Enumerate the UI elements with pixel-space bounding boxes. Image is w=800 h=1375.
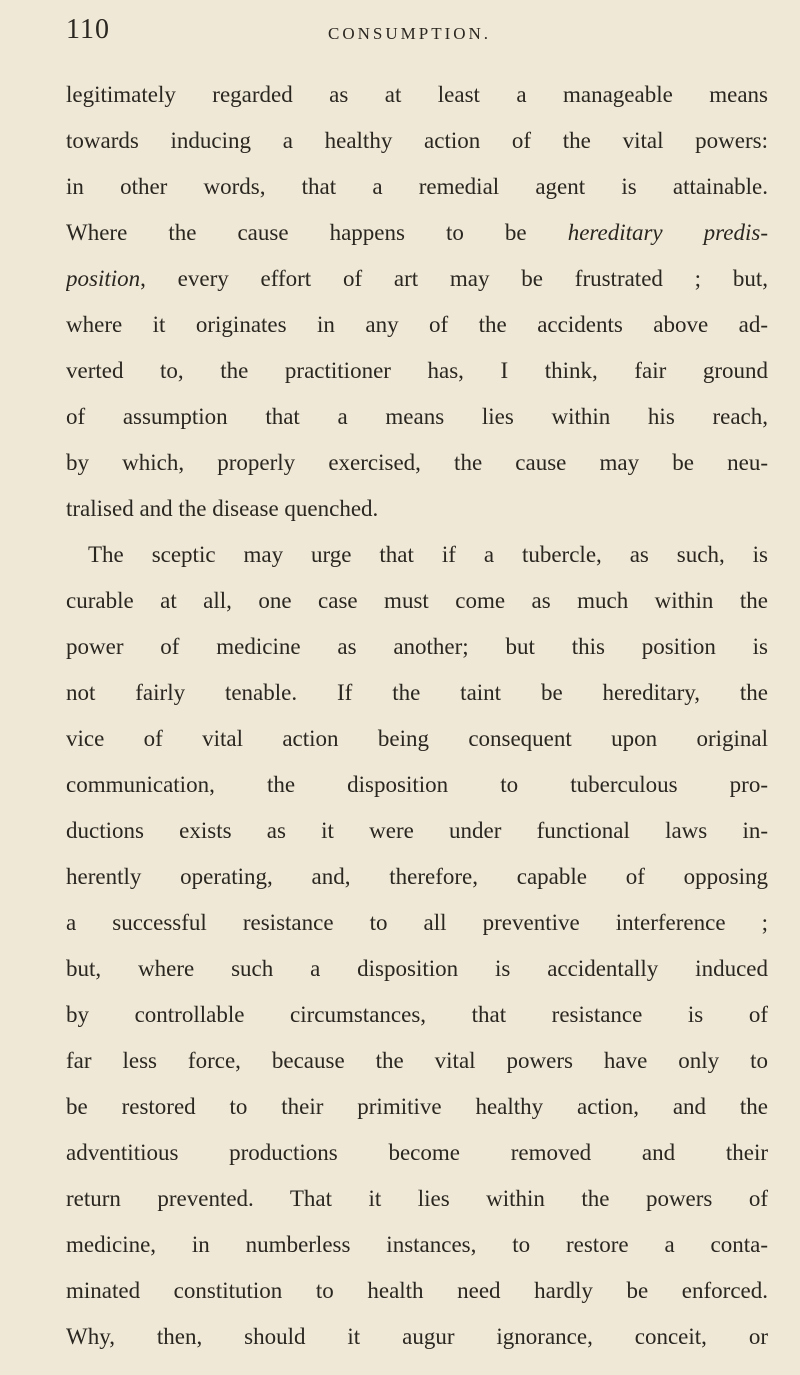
text-line: towards inducing a healthy action of the vital powers: <box>66 128 768 153</box>
text-line: far less force, because the vital powers have only to <box>66 1048 768 1073</box>
text-line: by which, properly exercised, the cause may be neu- <box>66 450 768 475</box>
text-line: by controllable circumstances, that resistance is of <box>66 1002 768 1027</box>
text-line: in other words, that a remedial agent is attainable. <box>66 174 768 199</box>
running-head: CONSUMPTION. <box>328 24 492 43</box>
body-text <box>66 72 768 1360</box>
text-line: Why, then, should it augur ignorance, conceit, or <box>66 1324 768 1349</box>
page-header <box>66 14 766 54</box>
text-line <box>66 210 768 256</box>
italic-phrase: hereditary predis- <box>567 220 768 245</box>
text-line-content: position, every effort of art may be frustrated ; but, <box>66 266 768 291</box>
text-line: minated constitution to health need hardly be enforced. <box>66 1278 768 1303</box>
text-line: power of medicine as another; but this position is <box>66 634 768 659</box>
text-line: a successful resistance to all preventive interference ; <box>66 910 768 935</box>
text-line: tralised and the disease quenched. <box>66 496 379 521</box>
text-line: curable at all, one case must come as much within the <box>66 588 768 613</box>
italic-word: position <box>66 266 141 291</box>
text-line: communication, the disposition to tuberculous pro- <box>66 772 768 797</box>
text-line: adventitious productions become removed and their <box>66 1140 768 1165</box>
text-line-start: Where the cause happens to be <box>66 220 568 245</box>
text-line: medicine, in numberless instances, to restore a conta- <box>66 1232 768 1257</box>
text-line: of assumption that a means lies within his reach, <box>66 404 768 429</box>
paragraph-start-line: The sceptic may urge that if a tubercle, as such, is <box>88 542 768 567</box>
text-line: verted to, the practitioner has, I think, fair ground <box>66 358 768 383</box>
text-line: legitimately regarded as at least a manageable means <box>66 82 768 107</box>
text-line: ductions exists as it were under functional laws in- <box>66 818 768 843</box>
text-line: herently operating, and, therefore, capable of opposing <box>66 864 768 889</box>
page-number: 110 <box>66 14 110 45</box>
text-line <box>66 256 768 302</box>
text-line: where it originates in any of the accidents above ad- <box>66 312 768 337</box>
text-line: but, where such a disposition is accidentally induced <box>66 956 768 981</box>
text-line: vice of vital action being consequent upon original <box>66 726 768 751</box>
text-line: return prevented. That it lies within the powers of <box>66 1186 768 1211</box>
text-line: be restored to their primitive healthy action, and the <box>66 1094 768 1119</box>
text-line: not fairly tenable. If the taint be hereditary, the <box>66 680 768 705</box>
